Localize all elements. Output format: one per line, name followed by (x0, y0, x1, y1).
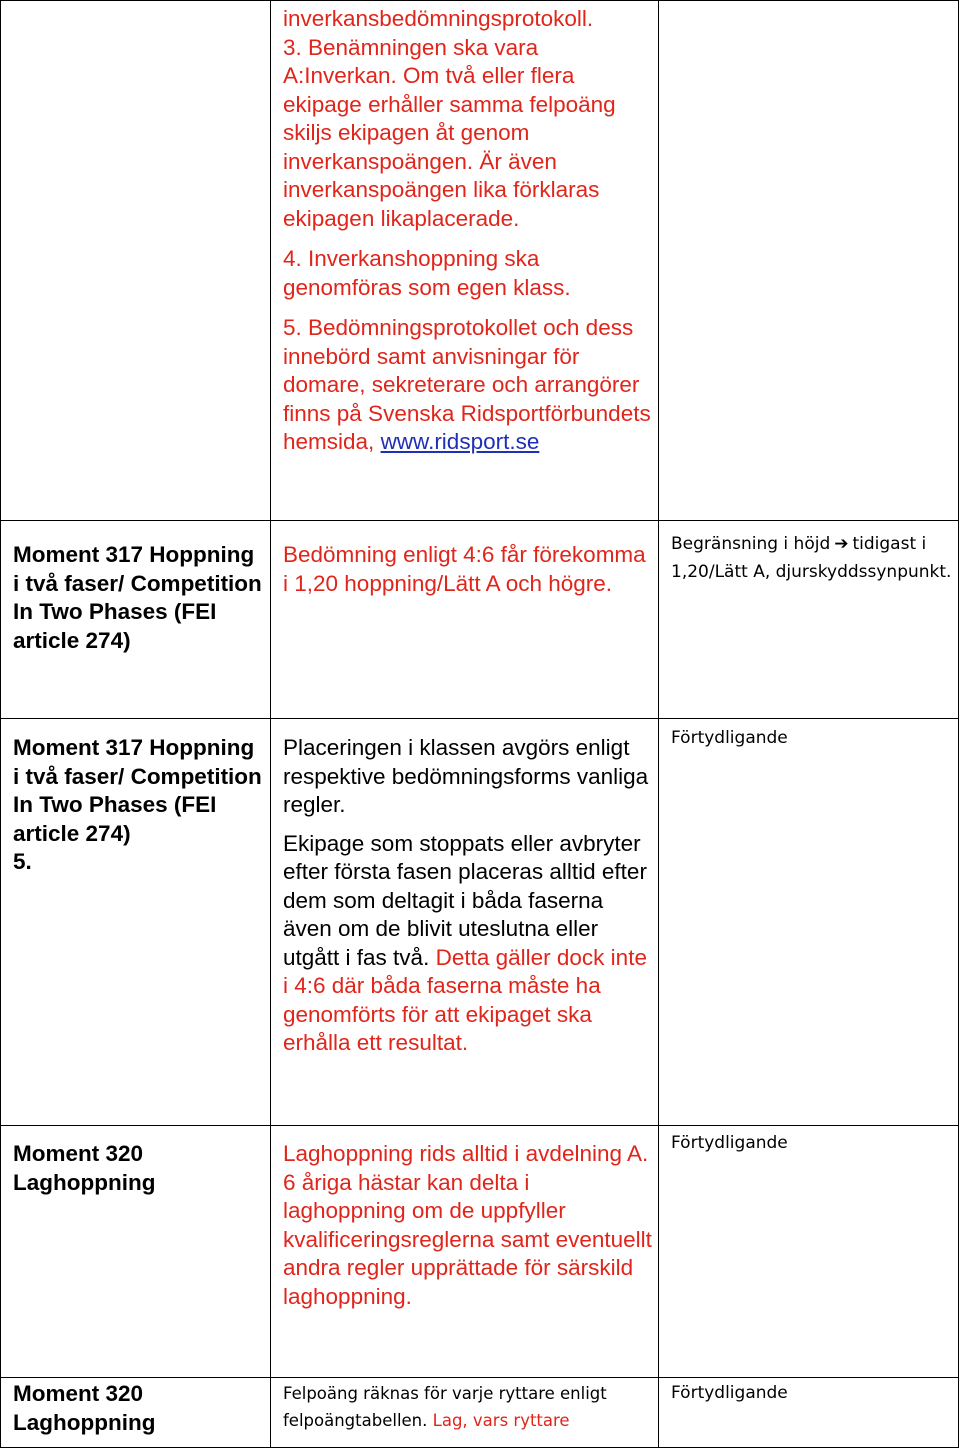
rule-text-part: Ekipage som stoppats eller avbryter efter första fasen placeras alltid efter dem som deltagit i båda faserna även om de blivit uteslutna eller utgått i fas två. (283, 830, 647, 970)
comment-cell (659, 1378, 959, 1448)
change-cell (271, 1, 659, 521)
rule-text: Laghoppning rids alltid i avdelning A. 6 åriga hästar kan delta i laghoppning om de uppfyller kvalificeringsreglerna samt eventuellt andra regler upprättade för särskild laghoppning. (283, 1141, 652, 1309)
moment-title: Moment 317 Hoppning i två faser/ Competition In Two Phases (FEI article 274) (13, 542, 262, 653)
rule-text (283, 314, 652, 457)
moment-title: Moment 317 Hoppning i två faser/ Competition In Two Phases (FEI article 274) (13, 735, 262, 846)
rule-text: Bedömning enligt 4:6 får förekomma i 1,20 hoppning/Lätt A och högre. (283, 542, 646, 596)
moment-cell (1, 719, 271, 1126)
comment-text: Förtydligande (671, 1383, 788, 1403)
rule-text-part: Lag, vars ryttare (432, 1411, 570, 1430)
comment-text-part: Begränsning i höjd (671, 534, 831, 554)
rule-text: 3. Benämningen ska vara A:Inverkan. Om två eller flera ekipage erhåller samma felpoäng skiljs ekipagen åt genom inverkanspoängen. Är även inverkanspoängen lika förklaras ekipagen likaplacerade. (283, 34, 616, 231)
comment-cell (659, 1, 959, 521)
moment-cell (1, 1378, 271, 1448)
change-cell (271, 521, 659, 719)
change-cell (271, 1378, 659, 1448)
moment-subnumber: 5. (13, 849, 32, 874)
comment-text: Förtydligande (671, 728, 788, 748)
moment-cell (1, 1126, 271, 1378)
rule-text-part: Felpoäng räknas för varje ryttare enligt felpoängtabellen. (283, 1384, 607, 1430)
rule-text (283, 830, 652, 1058)
rule-text: 4. Inverkanshoppning ska genomföras som egen klass. (283, 246, 571, 300)
change-cell (271, 1126, 659, 1378)
comment-cell (659, 719, 959, 1126)
table-row (1, 1126, 959, 1378)
comment-cell (659, 1126, 959, 1378)
comment-text: Förtydligande (671, 1133, 788, 1153)
comment-text (671, 531, 952, 586)
rule-text: inverkansbedömningsprotokoll. (283, 6, 594, 31)
moment-title: Moment 320 Laghoppning (13, 1141, 156, 1195)
rule-text-part: Detta gäller dock inte i 4:6 där båda faserna måste ha genomförts för att ekipaget ska erhålla ett resultat. (283, 944, 647, 1055)
table-row (1, 521, 959, 719)
moment-cell (1, 521, 271, 719)
moment-title: Moment 320 Laghoppning (13, 1381, 156, 1435)
change-cell (271, 719, 659, 1126)
table-row (1, 1378, 959, 1448)
rule-text-part: 5. Bedömningsprotokollet och dess innebörd samt anvisningar för domare, sekreterare och arrangörer finns på Svenska Ridsportförbundets hemsida, (283, 315, 651, 454)
rule-text: Placeringen i klassen avgörs enligt respektive bedömningsforms vanliga regler. (283, 735, 649, 817)
rule-text (283, 1380, 652, 1434)
comment-cell (659, 521, 959, 719)
table-row (1, 719, 959, 1126)
table-row (1, 1, 959, 521)
ridsport-link[interactable]: www.ridsport.se (380, 429, 540, 454)
arrow-right-icon: ➔ (834, 534, 849, 554)
comment-text-part: tidigast i 1,20/Lätt A, djurskyddssynpunkt. (671, 534, 952, 582)
moment-cell (1, 1, 271, 521)
